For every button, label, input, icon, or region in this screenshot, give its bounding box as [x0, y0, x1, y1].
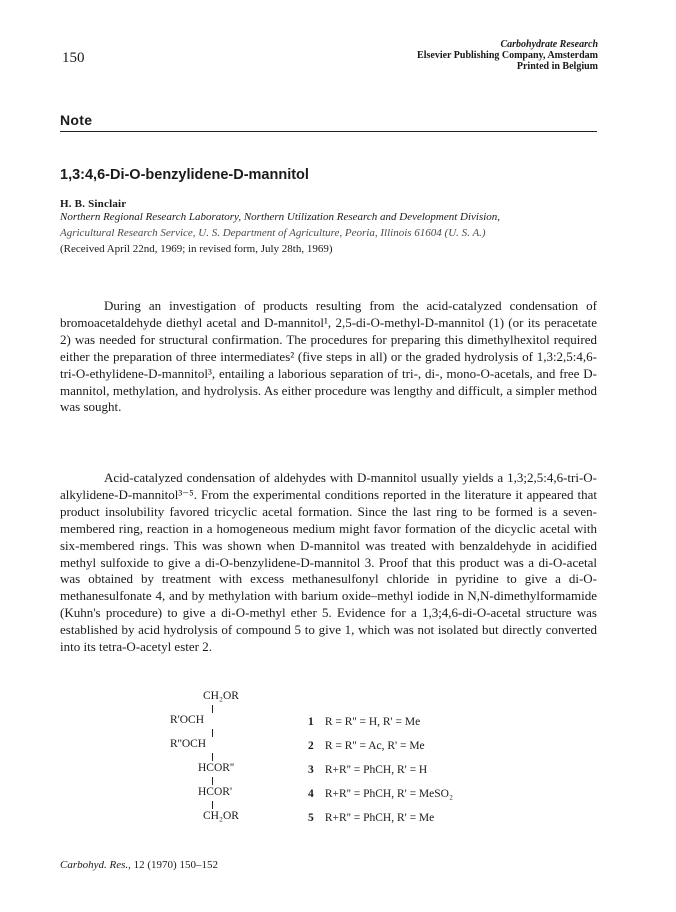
chemical-structure [170, 690, 280, 840]
compound-formula: R+R'' = PhCH, R' = Me [324, 812, 435, 824]
structure-atom-6: CH₂OR [203, 810, 239, 822]
publisher-line: Elsevier Publishing Company, Amsterdam [417, 50, 598, 61]
section-label: Note [60, 112, 93, 128]
compound-formula: R+R'' = PhCH, R' = H [324, 764, 428, 776]
structure-bond [212, 753, 213, 761]
compound-formula: R = R'' = Ac, R' = Me [324, 740, 425, 752]
compound-number: 1 [308, 716, 314, 728]
compound-number: 5 [308, 812, 314, 824]
body-paragraph-1: During an investigation of products resulting from the acid-catalyzed condensation of bromoacetaldehyde diethyl acetal and D-mannitol¹, 2,5-di-O-methyl-D-mannitol (1) (or its peracetate 2) was needed for structural confirmation. The procedures for preparing this dimethylhexitol required either the preparation of three intermediates² (five steps in all) or the graded hydrolysis of 1,3:2,5:4,6-tri-O-ethylidene-D-mannitol³, entailing a laborious separation of tri-, di-, mono-O-acetals, and free D-mannitol, methylation, and hydrolysis. As either procedure was lengthy and difficult, a simpler method was sought. [60, 298, 597, 415]
printed-line: Printed in Belgium [516, 61, 598, 72]
compound-definition [308, 812, 434, 824]
footer-citation [60, 859, 218, 871]
footer-journal: Carbohyd. Res., [60, 859, 131, 871]
compound-number: 4 [308, 788, 314, 800]
compound-number: 2 [308, 740, 314, 752]
body-paragraph-2: Acid-catalyzed condensation of aldehydes with D-mannitol usually yields a 1,3;2,5:4,6-tri-O-alkylidene-D-mannitol³⁻⁵. From the experimental conditions reported in the literature it appeared that product insolubility favored tricyclic acetal formation. Since the last ring to be formed is a seven-membered ring, reaction in a homogeneous medium might favor formation of the dicyclic acetal with six-membered rings. This was shown when D-mannitol was treated with benzaldehyde in acidified methyl sulfoxide to give a di-O-benzylidene-D-mannitol 3. Proof that this product was a di-O-acetal was obtained by treatment with excess methanesulfonyl chloride in pyridine to give a di-O-methanesulfonate 4, and by methylation with barium oxide–methyl iodide in N,N-dimethylformamide (Kuhn's procedure) to give a di-O-methyl ether 5. Evidence for a 1,3;4,6-di-O-acetal structure was established by acid hydrolysis of compound 5 to give 1, which was not isolated but directly converted into its tetra-O-acetyl ester 2. [60, 470, 597, 655]
structure-atom-1: CH₂OR [203, 690, 239, 702]
compound-formula: R = R'' = H, R' = Me [324, 716, 421, 728]
structure-atom-5: HCOR' [198, 786, 233, 798]
structure-bond [212, 729, 213, 737]
structure-bond [212, 705, 213, 713]
structure-bond [212, 777, 213, 785]
compound-definition [308, 716, 420, 728]
compound-definition [308, 764, 427, 776]
structure-bond [212, 801, 213, 809]
received-date: (Received April 22nd, 1969; in revised form, July 28th, 1969) [60, 243, 333, 255]
section-divider [60, 131, 597, 132]
compound-number: 3 [308, 764, 314, 776]
page-number: 150 [62, 50, 85, 66]
affiliation-line-2: Agricultural Research Service, U. S. Department of Agriculture, Peoria, Illinois 61604 (U. S. A.) [60, 227, 486, 239]
compound-definition [308, 788, 453, 800]
compound-formula: R+R'' = PhCH, R' = MeSO₂ [324, 788, 453, 800]
affiliation-line-1: Northern Regional Research Laboratory, Northern Utilization Research and Development Division, [60, 211, 501, 223]
journal-name: Carbohydrate Research [500, 39, 598, 50]
structure-atom-3: R''OCH [170, 738, 207, 750]
author: H. B. Sinclair [60, 198, 127, 210]
article-title: 1,3:4,6-Di-O-benzylidene-D-mannitol [60, 167, 309, 183]
compound-definition [308, 740, 425, 752]
structure-atom-4: HCOR'' [198, 762, 235, 774]
structure-atom-2: R'OCH [170, 714, 205, 726]
footer-reference: 12 (1970) 150–152 [133, 859, 218, 871]
